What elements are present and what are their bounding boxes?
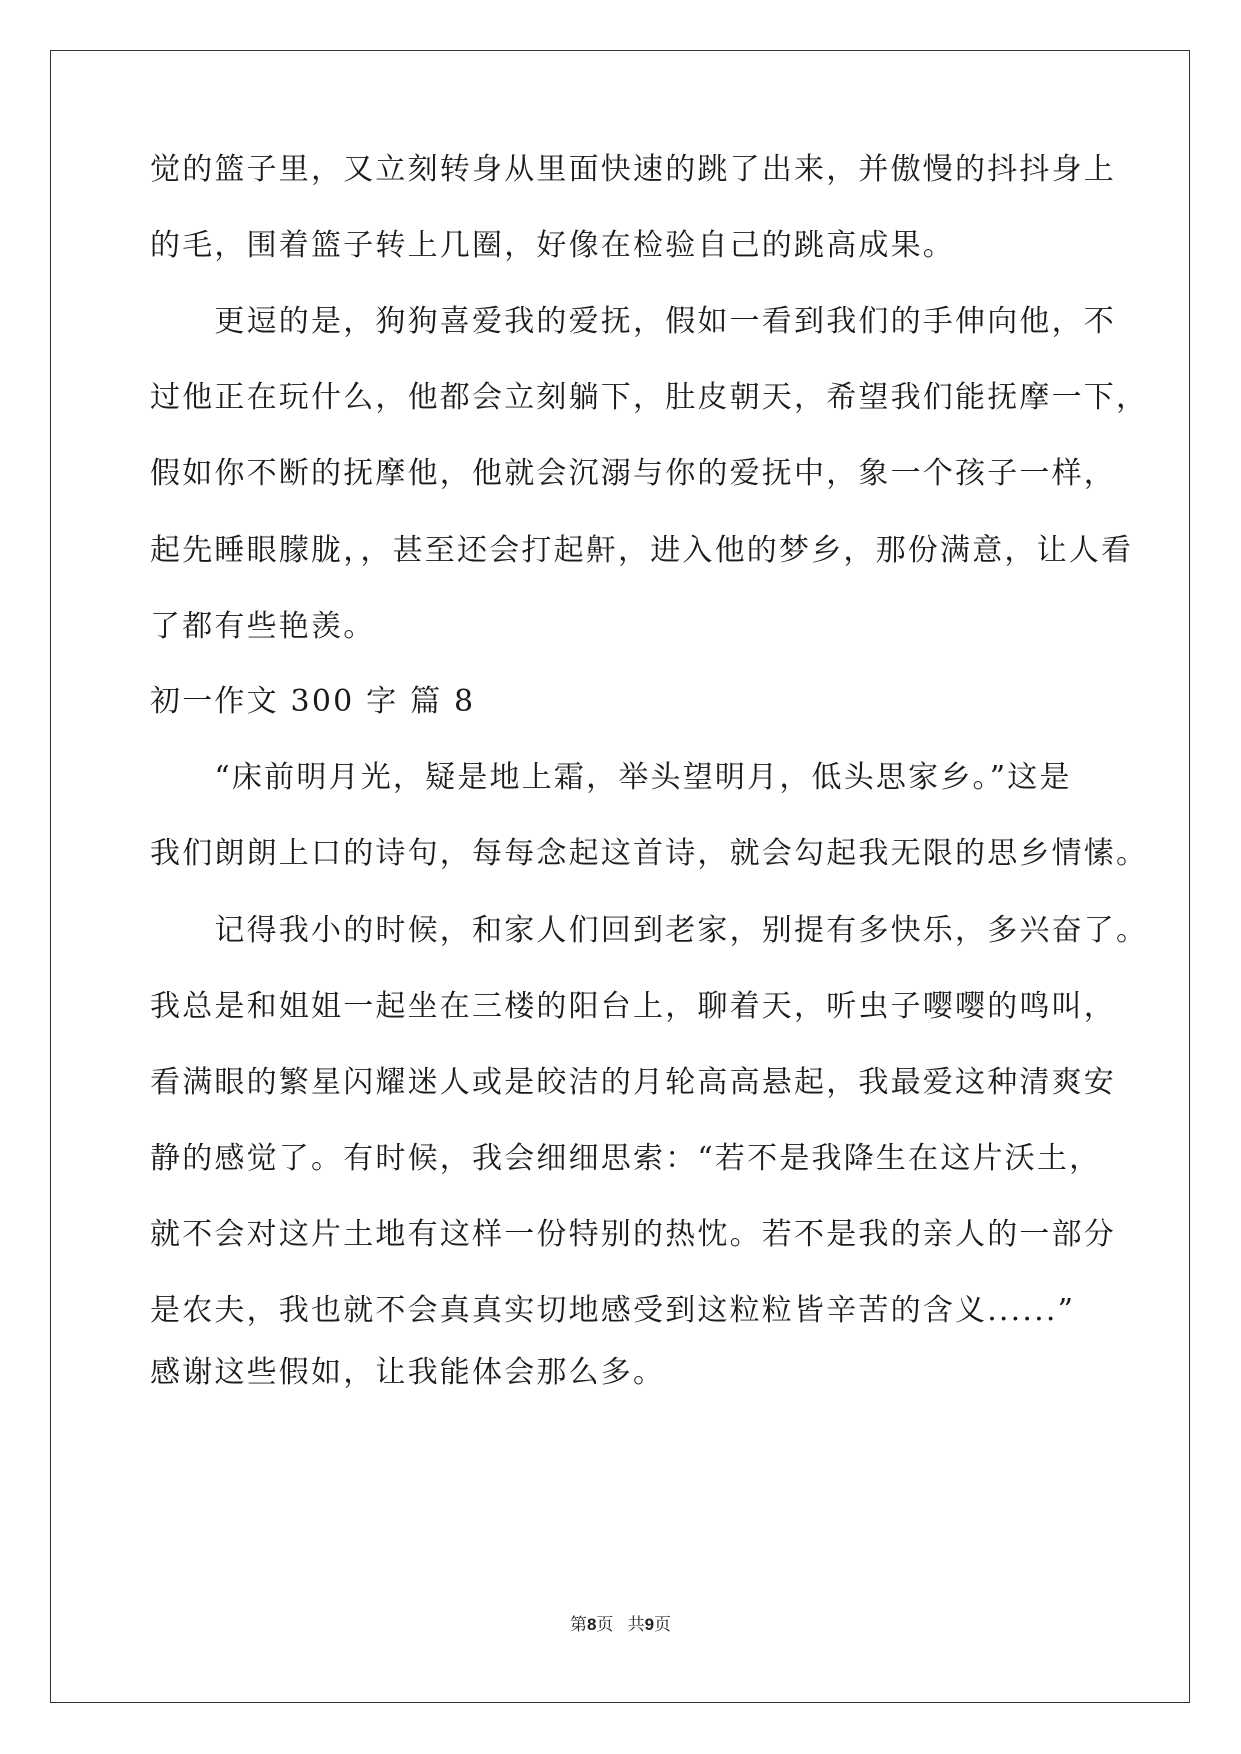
text-line-16: 是农夫，我也就不会真真实切地感受到这粒粒皆辛苦的含义......” <box>150 1293 1076 1328</box>
text-line-3: 更逗的是，狗狗喜爱我的爱抚，假如一看到我们的手伸向他，不 <box>150 304 1116 339</box>
text-line-1: 觉的篮子里，又立刻转身从里面快速的跳了出来，并傲慢的抖抖身上 <box>150 152 1116 187</box>
footer-middle: 页 共 <box>596 1615 645 1634</box>
text-line-10: 我们朗朗上口的诗句，每每念起这首诗，就会勾起我无限的思乡情愫。 <box>150 836 1149 871</box>
text-line-15: 就不会对这片土地有这样一份特别的热忱。若不是我的亲人的一部分 <box>150 1217 1116 1252</box>
footer-suffix: 页 <box>654 1615 672 1634</box>
section-heading: 初一作文 300 字 篇 8 <box>150 684 476 719</box>
page-border <box>50 50 1190 1703</box>
text-line-4: 过他正在玩什么，他都会立刻躺下，肚皮朝天，希望我们能抚摩一下， <box>150 380 1149 415</box>
text-line-13: 看满眼的繁星闪耀迷人或是皎洁的月轮高高悬起，我最爱这种清爽安 <box>150 1065 1116 1100</box>
text-line-2: 的毛，围着篮子转上几圈，好像在检验自己的跳高成果。 <box>150 228 955 263</box>
text-line-9: “床前明月光，疑是地上霜，举头望明月，低头思家乡。”这是 <box>150 760 1072 795</box>
text-line-7: 了都有些艳羡。 <box>150 609 376 644</box>
text-line-11: 记得我小的时候，和家人们回到老家，别提有多快乐，多兴奋了。 <box>150 913 1149 948</box>
page-footer <box>0 1610 1241 1635</box>
text-line-12: 我总是和姐姐一起坐在三楼的阳台上，聊着天，听虫子嘤嘤的鸣叫， <box>150 989 1116 1024</box>
text-line-6: 起先睡眼朦胧，，甚至还会打起鼾，进入他的梦乡，那份满意，让人看 <box>150 533 1134 568</box>
text-line-17: 感谢这些假如，让我能体会那么多。 <box>150 1355 666 1390</box>
current-page-number: 8 <box>586 1615 597 1634</box>
total-pages-number: 9 <box>644 1615 655 1634</box>
text-line-5: 假如你不断的抚摩他，他就会沉溺与你的爱抚中，象一个孩子一样， <box>150 456 1116 491</box>
footer-prefix: 第 <box>569 1615 587 1634</box>
text-line-14: 静的感觉了。有时候，我会细细思索：“若不是我降生在这片沃土， <box>150 1141 1102 1176</box>
